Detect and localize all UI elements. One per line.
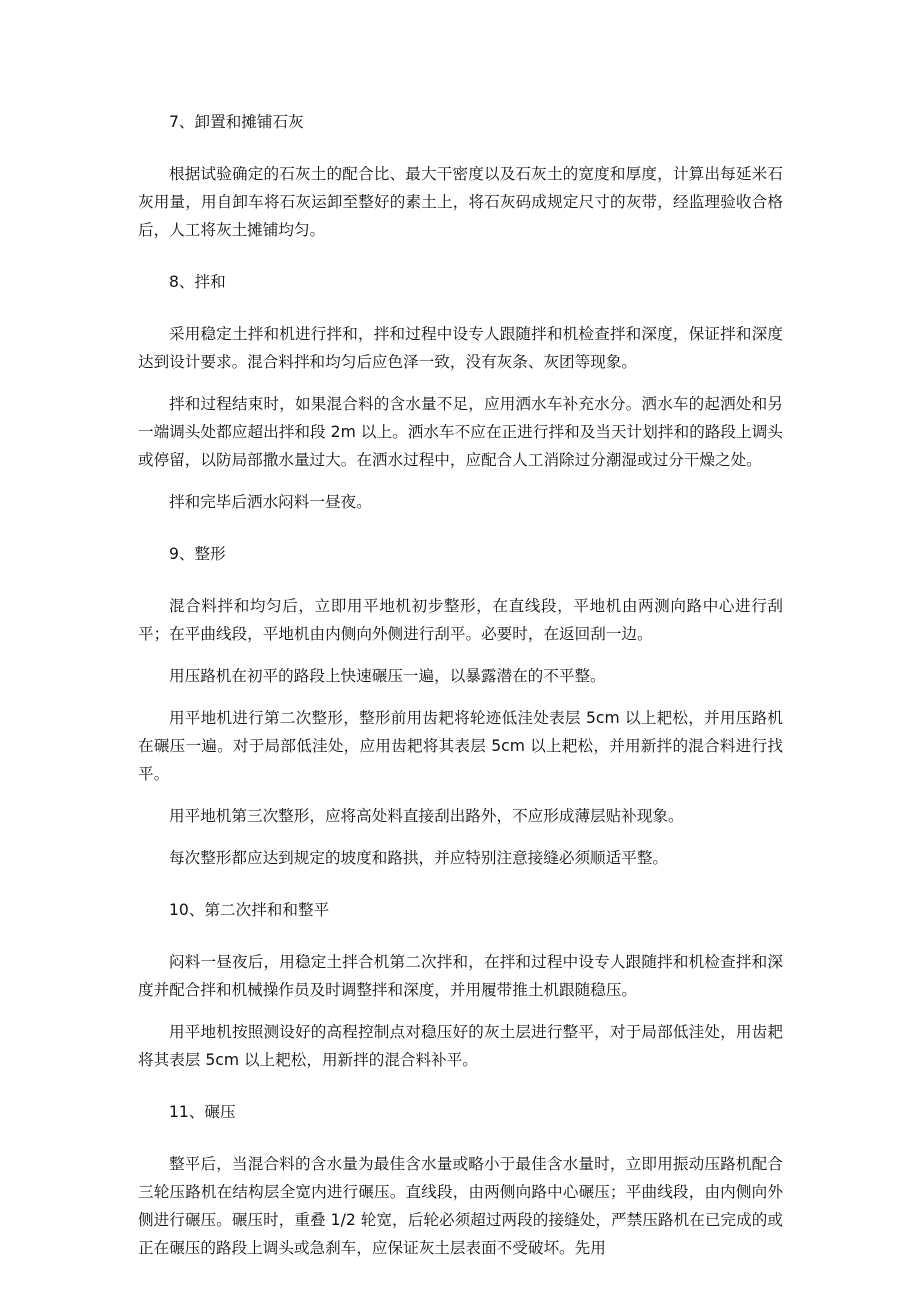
section-heading: 11、碾压 [169, 1103, 236, 1121]
section-heading: 10、第二次拌和和整平 [169, 901, 330, 919]
section-heading: 8、拌和 [169, 273, 226, 291]
paragraph: 拌和过程结束时，如果混合料的含水量不足，应用洒水车补充水分。洒水车的起洒处和另一端调头处都应超出拌和段 2m 以上。洒水车不应在正进行拌和及当天计划拌和的路段上调头或停留，以防局部撒水量过大。在洒水过程中，应配合人工消除过分潮湿或过分干燥之处。 [138, 395, 783, 469]
paragraph: 闷料一昼夜后，用稳定土拌合机第二次拌和，在拌和过程中设专人跟随拌和机检查拌和深度并配合拌和机械操作员及时调整拌和深度，并用履带推土机跟随稳压。 [138, 953, 783, 999]
paragraph: 采用稳定土拌和机进行拌和，拌和过程中设专人跟随拌和机检查拌和深度，保证拌和深度达到设计要求。混合料拌和均匀后应色泽一致，没有灰条、灰团等现象。 [138, 325, 783, 371]
paragraph: 用平地机第三次整形，应将高处料直接刮出路外，不应形成薄层贴补现象。 [169, 807, 684, 825]
paragraph: 根据试验确定的石灰土的配合比、最大干密度以及石灰土的宽度和厚度，计算出每延米石灰用量，用自卸车将石灰运卸至整好的素土上，将石灰码成规定尺寸的灰带，经监理验收合格后，人工将灰土摊铺均匀。 [138, 165, 783, 239]
paragraph: 混合料拌和均匀后，立即用平地机初步整形，在直线段，平地机由两测向路中心进行刮平；在平曲线段，平地机由内侧向外侧进行刮平。必要时，在返回刮一边。 [138, 597, 783, 643]
section-heading: 7、卸置和摊铺石灰 [169, 113, 304, 131]
paragraph: 每次整形都应达到规定的坡度和路拱，并应特别注意接缝必须顺适平整。 [169, 849, 669, 867]
paragraph: 用压路机在初平的路段上快速碾压一遍，以暴露潜在的不平整。 [169, 667, 606, 685]
section-heading: 9、整形 [169, 545, 226, 563]
paragraph: 拌和完毕后洒水闷料一昼夜。 [169, 493, 372, 511]
paragraph: 用平地机按照测设好的高程控制点对稳压好的灰土层进行整平，对于局部低洼处，用齿耙将其表层 5cm 以上耙松，用新拌的混合料补平。 [138, 1023, 783, 1069]
paragraph: 整平后，当混合料的含水量为最佳含水量或略小于最佳含水量时，立即用振动压路机配合三轮压路机在结构层全宽内进行碾压。直线段，由两侧向路中心碾压；平曲线段，由内侧向外侧进行碾压。碾压时，重叠 1/2 轮宽，后轮必须超过两段的接缝处，严禁压路机在已完成的或正在碾压的路段上调头或急刹车，应保证灰土层表面不受破坏。先用 [138, 1155, 783, 1257]
paragraph: 用平地机进行第二次整形，整形前用齿耙将轮迹低洼处表层 5cm 以上耙松，并用压路机在碾压一遍。对于局部低洼处，应用齿耙将其表层 5cm 以上耙松，并用新拌的混合料进行找平。 [138, 709, 783, 783]
document-page [138, 108, 783, 1276]
